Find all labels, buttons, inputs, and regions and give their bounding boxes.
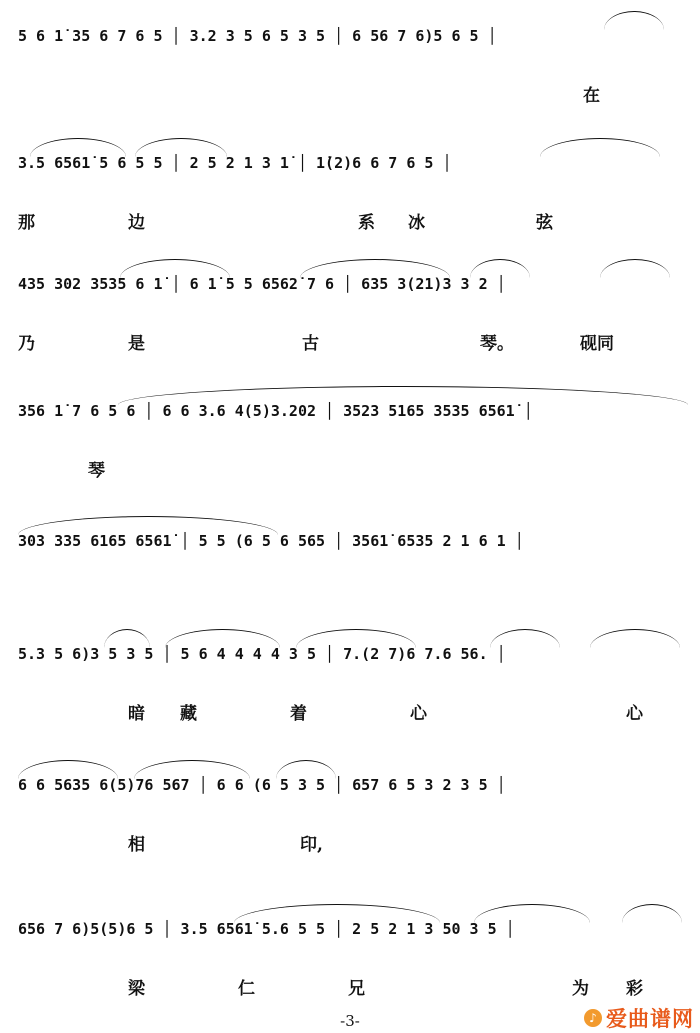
notation-line: 5 6 1̇ 35 6 7 6 5 │ 3.2 3 5 6 5 3 5 │ 6 56 7 6)5 6 5 │	[18, 27, 497, 45]
lyric-syllable: 相	[128, 835, 145, 855]
lyric-syllable: 是	[128, 334, 145, 354]
notation-line: 3.5 6561̇ 5 6 5 5 │ 2 5 2 1 3 1̇ │ 1̇(2)6 6 7 6 5 │	[18, 154, 452, 172]
lyrics-line	[0, 208, 700, 234]
lyric-syllable: 琴。	[480, 334, 514, 354]
lyric-syllable: 为	[572, 979, 589, 999]
staff-system	[0, 774, 700, 874]
lyric-syllable: 心	[626, 704, 643, 724]
notation-line: 356 1̇ 7 6 5 6 │ 6 6 3.6 4(5)3.202 │ 3523 5165 3535 6561̇ │	[18, 402, 533, 420]
lyric-syllable: 琴	[88, 461, 105, 481]
staff-system	[0, 152, 700, 252]
lyric-syllable: 那	[18, 213, 35, 233]
lyric-syllable: 暗	[128, 704, 145, 724]
lyric-syllable: 弦	[536, 213, 553, 233]
staff-system	[0, 25, 700, 125]
staff-system	[0, 530, 700, 630]
lyric-syllable: 在	[583, 86, 600, 106]
lyric-syllable: 砚同	[580, 334, 614, 354]
staff-system	[0, 400, 700, 500]
lyric-syllable: 乃	[18, 334, 35, 354]
page-number: -3-	[340, 1012, 360, 1030]
lyric-syllable: 印,	[300, 835, 323, 855]
lyrics-line	[0, 81, 700, 107]
notation-line: 435 302 3535 6 1̇ │ 6 1̇ 5 5 6562̇ 7 6 │ 635 3(21)3 3 2 │	[18, 275, 506, 293]
lyrics-line	[0, 974, 700, 1000]
staff-system	[0, 273, 700, 373]
lyrics-line	[0, 456, 700, 482]
lyric-syllable: 心	[410, 704, 427, 724]
lyric-syllable: 系	[358, 213, 375, 233]
notation-line: 6 6 5635 6(5)76 567 │ 6 6 (6 5 3 5 │ 657 6 5 3 2 3 5 │	[18, 776, 506, 794]
lyrics-line	[0, 830, 700, 856]
lyric-syllable: 藏	[180, 704, 197, 724]
lyric-syllable: 仁	[238, 979, 255, 999]
lyric-syllable: 梁	[128, 979, 145, 999]
lyrics-line	[0, 699, 700, 725]
music-note-icon: ♪	[584, 1009, 602, 1027]
watermark-text: 爱曲谱网	[606, 1007, 694, 1031]
notation-line: 303 335 6165 6561̇ │ 5 5 (6 5 6 565 │ 3561̇ 6535 2 1 6 1 │	[18, 532, 524, 550]
lyrics-line	[0, 329, 700, 355]
notation-line: 5.3 5 6)3 5 3 5 │ 5 6 4 4 4 4 3 5 │ 7.(2 7)6 7.6 56. │	[18, 645, 506, 663]
lyric-syllable: 兄	[348, 979, 365, 999]
staff-system	[0, 643, 700, 743]
notation-line: 656 7 6)5(5)6 5 │ 3.5 6561̇ 5.6 5 5 │ 2 5 2 1 3 50 3 5 │	[18, 920, 515, 938]
lyric-syllable: 冰	[408, 213, 425, 233]
lyric-syllable: 古	[302, 334, 319, 354]
lyric-syllable: 彩	[626, 979, 643, 999]
lyric-syllable: 着	[290, 704, 307, 724]
lyric-syllable: 边	[128, 213, 145, 233]
